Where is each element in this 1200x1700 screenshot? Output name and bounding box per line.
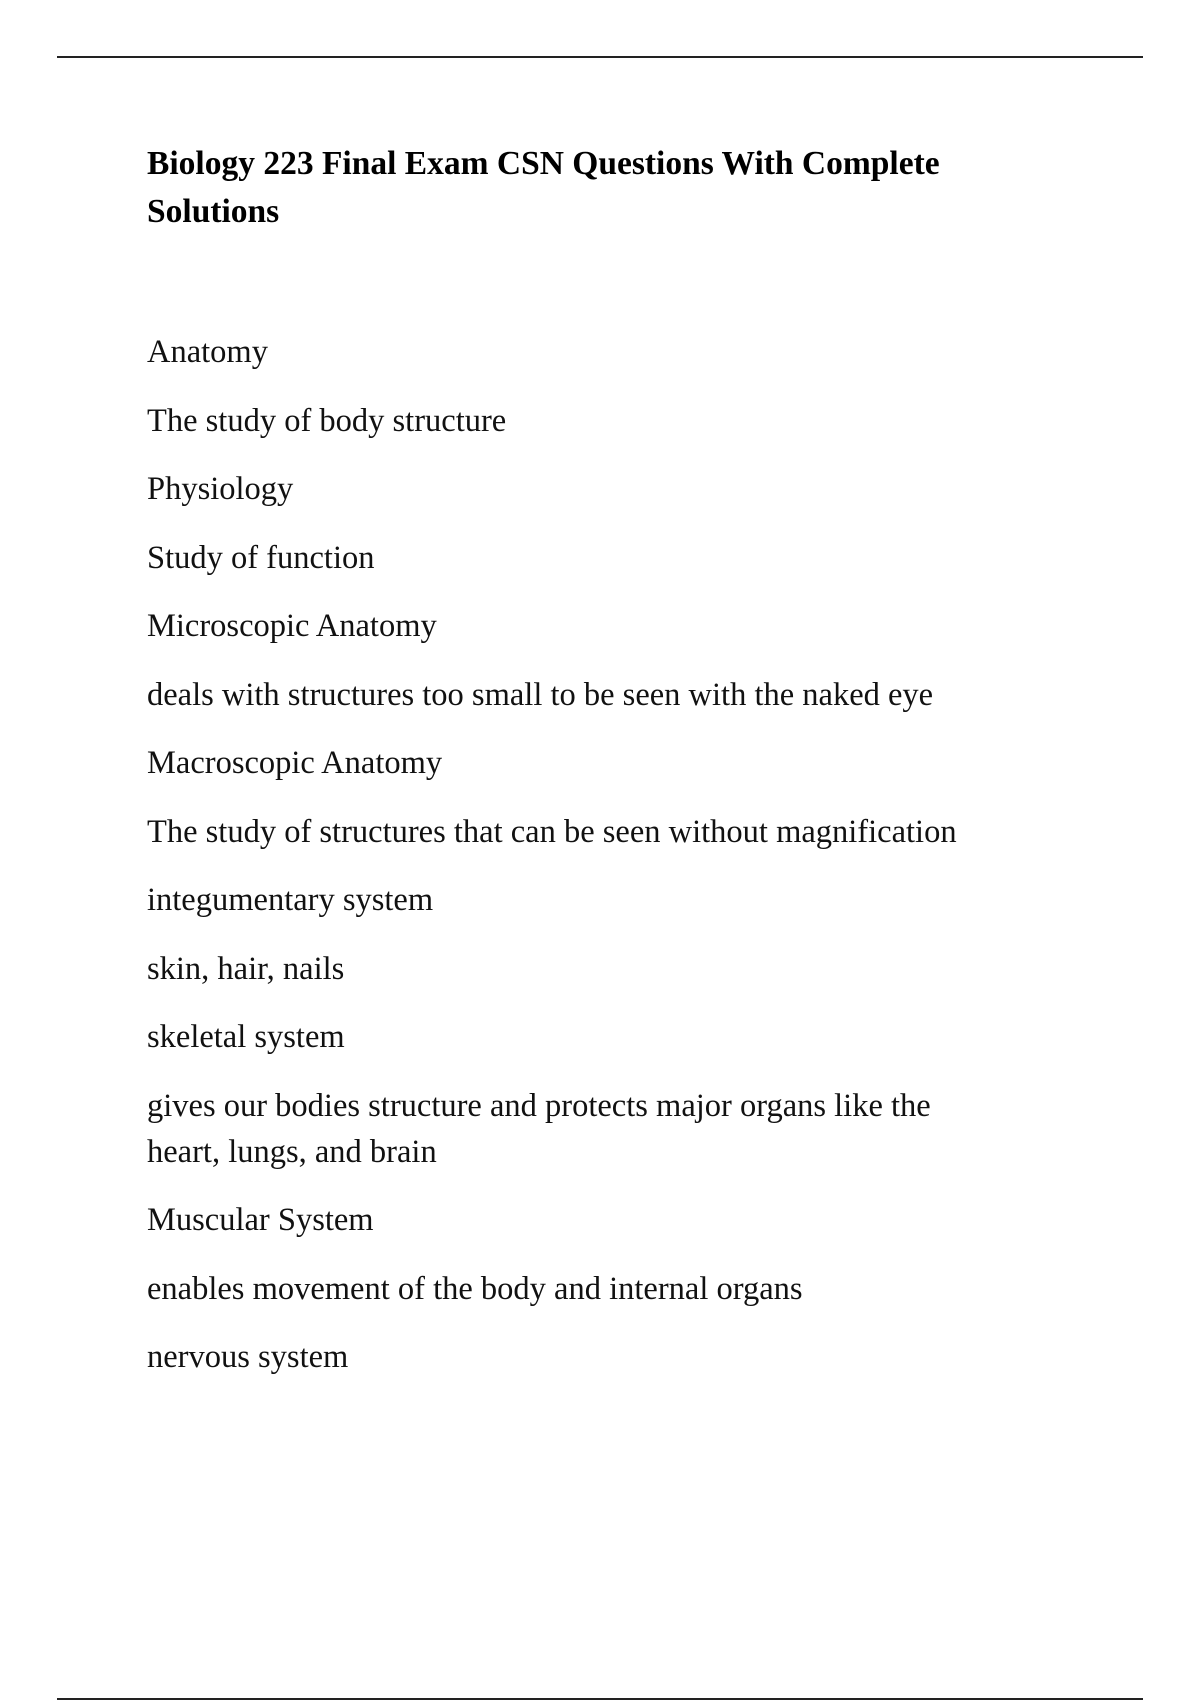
- header-rule: [57, 56, 1143, 58]
- term-physiology: [147, 466, 1107, 512]
- text-line: Anatomy: [147, 334, 268, 370]
- text-line: The study of body structure: [147, 402, 507, 439]
- text-line: heart, lungs, and brain: [147, 1133, 437, 1170]
- text-line: Physiology: [147, 471, 294, 507]
- text-line: nervous system: [147, 1339, 349, 1375]
- definition-integumentary-system: [147, 946, 1107, 992]
- term-skeletal-system: [147, 1014, 1107, 1060]
- text-line: Study of function: [147, 539, 375, 576]
- definition-anatomy: [147, 398, 1107, 444]
- definition-skeletal-system: [147, 1083, 1107, 1175]
- text-line: skin, hair, nails: [147, 950, 345, 987]
- definition-physiology: [147, 535, 1107, 581]
- definition-muscular-system: [147, 1266, 1107, 1312]
- document-title-line: Solutions: [147, 193, 280, 230]
- text-line: Muscular System: [147, 1202, 374, 1238]
- term-nervous-system: [147, 1334, 1107, 1380]
- document-title: [147, 140, 1047, 236]
- term-anatomy: [147, 329, 1107, 375]
- text-line: Macroscopic Anatomy: [147, 745, 443, 781]
- text-line: skeletal system: [147, 1019, 345, 1055]
- document-body: [147, 329, 1107, 1403]
- term-integumentary-system: [147, 877, 1107, 923]
- term-microscopic-anatomy: [147, 603, 1107, 649]
- text-line: The study of structures that can be seen without magnification: [147, 813, 957, 850]
- text-line: gives our bodies structure and protects major organs like the: [147, 1087, 931, 1124]
- text-line: integumentary system: [147, 882, 434, 918]
- text-line: enables movement of the body and internal organs: [147, 1270, 803, 1307]
- definition-macroscopic-anatomy: [147, 809, 1107, 855]
- term-macroscopic-anatomy: [147, 740, 1107, 786]
- text-line: deals with structures too small to be seen with the naked eye: [147, 676, 934, 713]
- text-line: Microscopic Anatomy: [147, 608, 437, 644]
- term-muscular-system: [147, 1197, 1107, 1243]
- document-title-line: Biology 223 Final Exam CSN Questions With Complete: [147, 145, 940, 182]
- definition-microscopic-anatomy: [147, 672, 1107, 718]
